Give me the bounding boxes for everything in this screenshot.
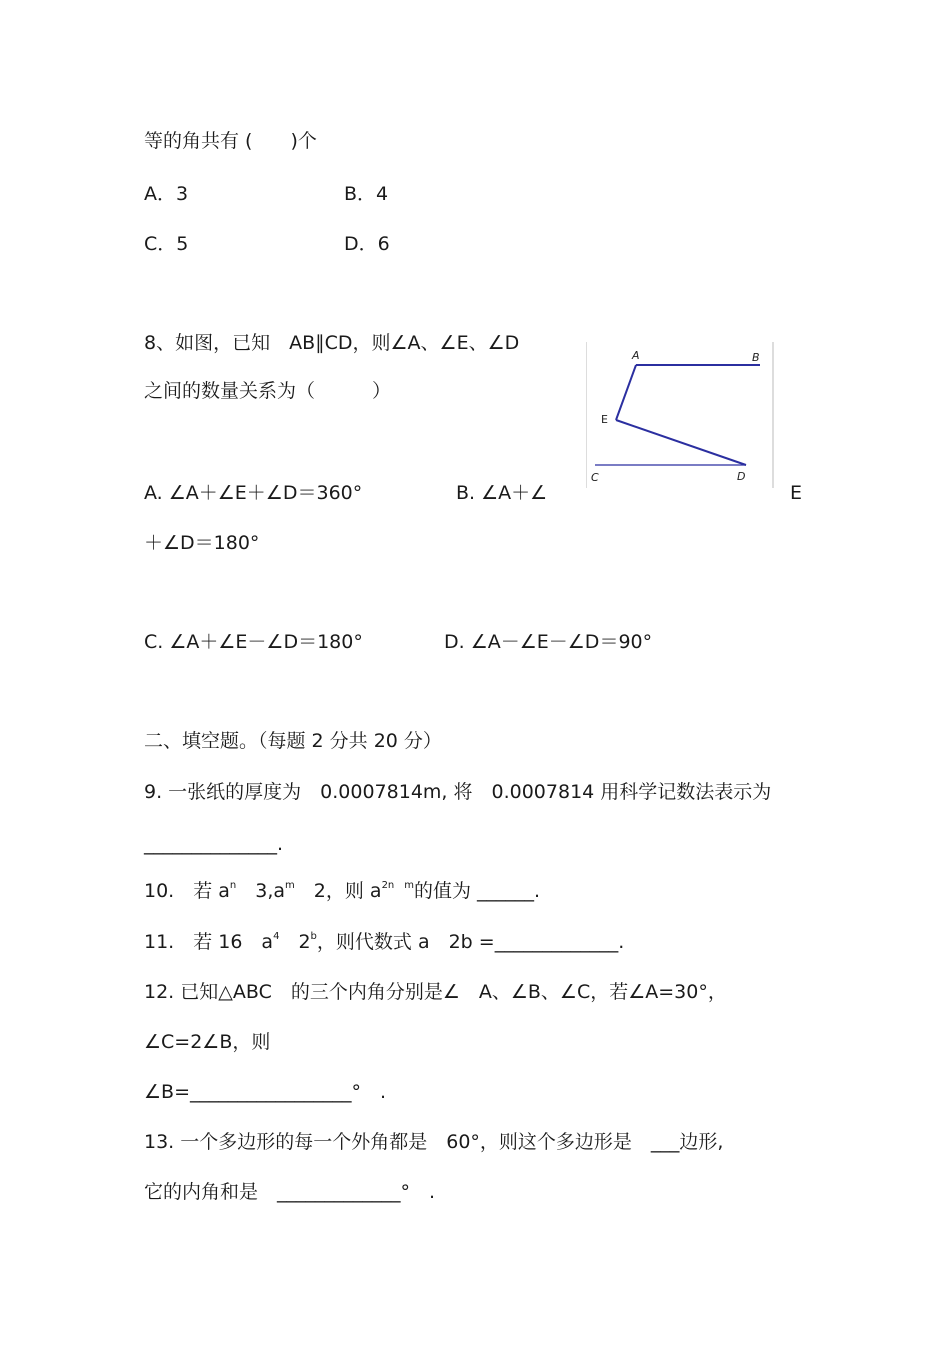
q9-line2: ______________. (144, 833, 284, 855)
q8-stem-line2: 之间的数量关系为（ ） (144, 380, 392, 402)
q8-option-b-e: E (790, 482, 803, 504)
figure-line-ed (616, 420, 746, 465)
q11-suffix: ，则代数式 a 2b =_____________. (316, 931, 625, 953)
figure-label-d: D (737, 470, 746, 483)
q10-mid1: 3,a (236, 880, 286, 902)
q10-suffix: 的值为 ______. (414, 880, 541, 902)
q13-line1: 13. 一个多边形的每一个外角都是 60°，则这个多边形是 ___边形, (144, 1131, 724, 1153)
q10-mid2: 2，则 a (294, 880, 382, 902)
q7-stem: 等的角共有 ( )个 (144, 130, 317, 152)
q10-prefix: 10. 若 a (144, 880, 230, 902)
q11-mid: 2 (279, 931, 311, 953)
figure-label-e: E (601, 413, 608, 426)
figure-label-a: A (632, 349, 640, 362)
figure-label-c: C (591, 471, 599, 484)
q9-line1: 9. 一张纸的厚度为 0.0007814m, 将 0.0007814 用科学记数法表示为 (144, 781, 772, 803)
q10-exponent-m: m (285, 880, 295, 891)
parallel-lines-figure (586, 342, 774, 488)
section-heading: 二、填空题。（每题 2 分共 20 分） (144, 730, 442, 752)
q8-option-a: A. ∠A＋∠E＋∠D＝360° (144, 482, 363, 504)
q8-option-b-end: ＋∠D＝180° (144, 532, 260, 554)
q8-stem-line1: 8、如图，已知 AB∥CD，则∠A、∠E、∠D (144, 332, 520, 354)
q12-line3: ∠B=_________________° . (144, 1081, 387, 1103)
q8-option-c: C. ∠A＋∠E－∠D＝180° (144, 631, 363, 653)
figure-line-ae (616, 365, 636, 420)
q7-option-a: A．3 (144, 183, 189, 205)
q10-exponent-n: n (229, 880, 237, 891)
q7-option-c: C．5 (144, 233, 189, 255)
figure-label-b: B (752, 351, 760, 364)
q10-exponent-2n-m: 2n m (381, 880, 415, 891)
q12-line2: ∠C=2∠B，则 (144, 1031, 271, 1053)
q12-line1: 12. 已知△ABC 的三个内角分别是∠ A、∠B、∠C，若∠A=30°， (144, 981, 727, 1003)
q11-exponent-4: 4 (273, 931, 280, 942)
q8-option-b-start: B. ∠A＋∠ (456, 482, 548, 504)
q7-option-b: B．4 (344, 183, 389, 205)
q7-option-d: D．6 (344, 233, 390, 255)
q8-option-d: D. ∠A－∠E－∠D＝90° (444, 631, 653, 653)
q10 (144, 879, 540, 907)
q11-prefix: 11. 若 16 a (144, 931, 274, 953)
q13-line2: 它的内角和是 _____________° . (144, 1181, 436, 1203)
q11 (144, 930, 624, 958)
q11-exponent-b: b (310, 931, 317, 942)
